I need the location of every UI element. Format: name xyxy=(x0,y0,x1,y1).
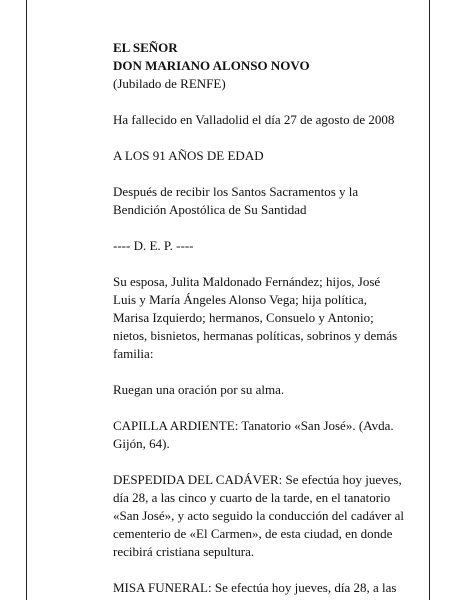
rip-line: ---- D. E. P. ---- xyxy=(113,238,194,253)
farewell-line: cementerio de «El Carmen», de esta ciudad, en donde xyxy=(113,526,393,541)
farewell-line: DESPEDIDA DEL CADÁVER: Se efectúa hoy jueves, xyxy=(113,472,402,487)
farewell-line: «San José», y acto seguido la conducción del cadáver al xyxy=(113,508,404,523)
family-line: Luis y María Ángeles Alonso Vega; hija política, xyxy=(113,292,367,307)
age-line: A LOS 91 AÑOS DE EDAD xyxy=(113,148,264,163)
chapel-line: CAPILLA ARDIENTE: Tanatorio «San José». (Avda. xyxy=(113,418,394,433)
sacraments-paragraph xyxy=(113,183,418,219)
family-line: familia: xyxy=(113,346,154,361)
chapel-paragraph xyxy=(113,417,418,453)
farewell-line: recibirá cristiana sepultura. xyxy=(113,544,255,559)
family-line: Marisa Izquierdo; hermanos, Consuelo y Antonio; xyxy=(113,310,374,325)
family-line: Su esposa, Julita Maldonado Fernández; hijos, José xyxy=(113,274,381,289)
death-announcement: Ha fallecido en Valladolid el día 27 de agosto de 2008 xyxy=(113,112,395,127)
deceased-occupation: (Jubilado de RENFE) xyxy=(113,76,226,91)
family-line: nietos, bisnietos, hermanas políticas, sobrinos y demás xyxy=(113,328,398,343)
funeral-mass-line: MISA FUNERAL: Se efectúa hoy jueves, día 28, a las xyxy=(113,580,397,595)
deceased-name: DON MARIANO ALONSO NOVO xyxy=(113,58,310,73)
title-honorific: EL SEÑOR xyxy=(113,40,178,55)
sacraments-line-1: Después de recibir los Santos Sacramentos y la xyxy=(113,184,359,199)
sacraments-line-2: Bendición Apostólica de Su Santidad xyxy=(113,202,307,217)
prayer-request: Ruegan una oración por su alma. xyxy=(113,382,285,397)
obituary-notice xyxy=(113,39,418,615)
notice-header xyxy=(113,39,418,93)
farewell-paragraph xyxy=(113,471,418,561)
farewell-line: día 28, a las cinco y cuarto de la tarde, en el tanatorio xyxy=(113,490,391,505)
family-paragraph xyxy=(113,273,418,363)
chapel-line: Gijón, 64). xyxy=(113,436,170,451)
